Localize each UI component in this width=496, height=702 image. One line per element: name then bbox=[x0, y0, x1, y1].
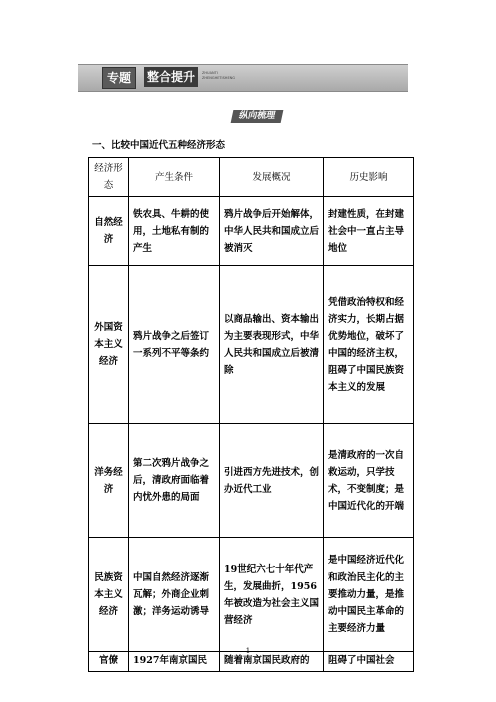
economy-type-cell: 外国资本主义经济 bbox=[89, 266, 129, 424]
condition-cell: 鸦片战争之后签订一系列不平等条约 bbox=[129, 266, 220, 424]
development-cell: 引进西方先进技术，创办近代工业 bbox=[220, 424, 324, 538]
development-cell: 以商品输出、资本输出为主要表现形式，中华人民共和国成立后被清除 bbox=[220, 266, 324, 424]
banner-tag: 专题 bbox=[102, 67, 136, 89]
header-cell: 产生条件 bbox=[129, 158, 220, 197]
economy-comparison-table bbox=[88, 157, 414, 672]
section-banner bbox=[78, 64, 408, 92]
page-number: 1 bbox=[245, 647, 251, 655]
condition-cell: 1927年南京国民 bbox=[129, 652, 220, 672]
table-row bbox=[89, 538, 414, 652]
economy-type-cell: 民族资本主义经济 bbox=[89, 538, 129, 652]
table-row bbox=[89, 424, 414, 538]
influence-cell: 封建性质，在封建社会中一直占主导地位 bbox=[324, 197, 414, 266]
influence-cell: 是清政府的一次自救运动，只学技术，不变制度；是中国近代化的开端 bbox=[324, 424, 414, 538]
influence-cell: 阻碍了中国社会 bbox=[324, 652, 414, 672]
condition-cell: 中国自然经济逐渐瓦解；外商企业刺激；洋务运动诱导 bbox=[129, 538, 220, 652]
banner-subtitle-line: ZHENGHETISHENG bbox=[202, 76, 235, 80]
section-heading: 一、比较中国近代五种经济形态 bbox=[92, 140, 226, 151]
header-cell: 发展概况 bbox=[220, 158, 324, 197]
development-cell: 19世纪六七十年代产生，发展曲折，1956年被改造为社会主义国营经济 bbox=[220, 538, 324, 652]
economy-type-cell: 官僚 bbox=[89, 652, 129, 672]
banner-subtitle-line: ZHUANTI bbox=[202, 71, 218, 75]
economy-type-cell: 洋务经济 bbox=[89, 424, 129, 538]
banner-title: 整合提升 bbox=[144, 67, 198, 87]
table-row bbox=[89, 266, 414, 424]
condition-cell: 铁农具、牛耕的使用，土地私有制的产生 bbox=[129, 197, 220, 266]
development-cell: 随着南京国民政府的 bbox=[220, 652, 324, 672]
table-header-row bbox=[89, 158, 414, 197]
table-row bbox=[89, 197, 414, 266]
header-cell: 经济形态 bbox=[89, 158, 129, 197]
header-cell: 历史影响 bbox=[324, 158, 414, 197]
economy-type-cell: 自然经济 bbox=[89, 197, 129, 266]
influence-cell: 凭借政治特权和经济实力，长期占据优势地位，破坏了中国的经济主权，阻碍了中国民族资本主义的发展 bbox=[324, 266, 414, 424]
condition-cell: 第二次鸦片战争之后，清政府面临着内忧外患的局面 bbox=[129, 424, 220, 538]
section-label-badge: 纵向梳理 bbox=[231, 110, 284, 123]
influence-cell: 是中国经济近代化和政治民主化的主要推动力量，是推动中国民主革命的主要经济力量 bbox=[324, 538, 414, 652]
development-cell: 鸦片战争后开始解体，中华人民共和国成立后被消灭 bbox=[220, 197, 324, 266]
banner-subtitle bbox=[202, 71, 235, 81]
